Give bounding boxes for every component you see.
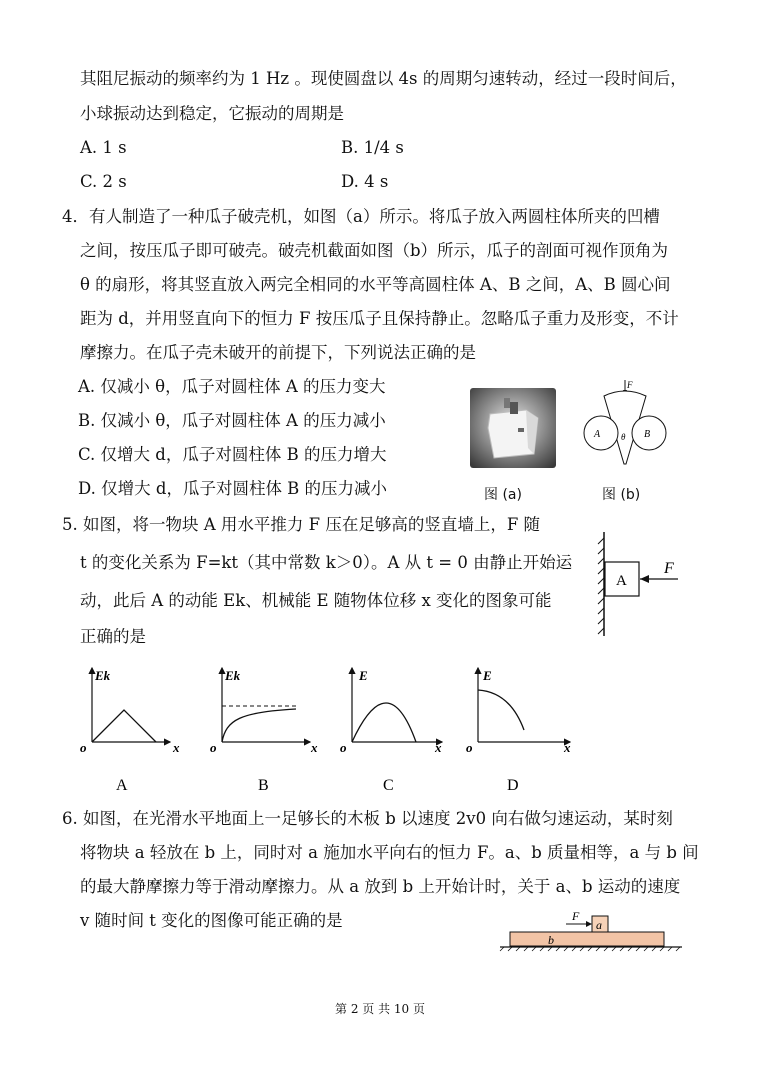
graph-d-ylabel: E xyxy=(483,668,492,683)
graph-b-xlabel: x xyxy=(311,740,318,755)
graph-d-xlabel: x xyxy=(564,740,571,755)
q6-force-label: F xyxy=(572,909,580,923)
q5-text-line2: t 的变化关系为 F=kt（其中常数 k＞0）。A 从 t = 0 由静止开始运 xyxy=(80,553,573,572)
q6-text-line3: 的最大静摩擦力等于滑动摩擦力。从 a 放到 b 上开始计时，关于 a、b 运动的速度 xyxy=(80,877,681,896)
q3-option-d: D. 4 s xyxy=(341,172,389,191)
q4-text-line5: 摩擦力。在瓜子壳未破开的前提下，下列说法正确的是 xyxy=(80,343,476,362)
graph-c-ylabel: E xyxy=(359,668,368,683)
q6-text-line1: 6. 如图，在光滑水平地面上一足够长的木板 b 以速度 2v0 向右做匀速运动，某时刻 xyxy=(62,809,673,828)
block-a-label: A xyxy=(616,573,627,589)
board-block-figure xyxy=(498,906,684,952)
q4-text-line4: 距为 d，并用竖直向下的恒力 F 按压瓜子且保持静止。忽略瓜子重力及形变，不计 xyxy=(80,309,679,328)
seed-cracker-cross-section xyxy=(580,378,670,473)
board-b xyxy=(510,932,664,946)
fig-a-caption: 图 (a) xyxy=(484,487,522,503)
q4-option-b: B. 仅减小 θ，瓜子对圆柱体 A 的压力减小 xyxy=(78,411,386,430)
graph-c-caption: C xyxy=(383,777,394,794)
q6-block-label: a xyxy=(596,918,602,932)
graph-d-caption: D xyxy=(507,777,519,794)
graph-a xyxy=(80,668,180,794)
q6-board-label: b xyxy=(548,933,554,947)
q5-graphs xyxy=(70,660,590,800)
q4-option-c: C. 仅增大 d，瓜子对圆柱体 B 的压力增大 xyxy=(78,445,387,464)
q4-option-a: A. 仅减小 θ，瓜子对圆柱体 A 的压力变大 xyxy=(78,377,386,396)
q4-option-d: D. 仅增大 d，瓜子对圆柱体 B 的压力减小 xyxy=(78,479,388,498)
q3-option-a: A. 1 s xyxy=(80,138,127,157)
q5-text-line3: 动，此后 A 的动能 Ek、机械能 E 随物体位移 x 变化的图象可能 xyxy=(80,591,552,610)
fig-b-theta: θ xyxy=(621,432,626,442)
graph-a-origin: o xyxy=(80,740,87,755)
graph-d xyxy=(466,668,571,794)
seed-cracker-photo xyxy=(470,388,556,468)
graph-d-origin: o xyxy=(466,740,473,755)
q3-option-b: B. 1/4 s xyxy=(341,138,404,157)
wall-block-figure xyxy=(596,530,696,638)
q4-text-line3: θ 的扇形，将其竖直放入两完全相同的水平等高圆柱体 A、B 之间，A、B 圆心间 xyxy=(80,275,671,294)
graph-c xyxy=(340,668,442,794)
q3-text-line1: 其阻尼振动的频率约为 1 Hz 。现使圆盘以 4s 的周期匀速转动，经过一段时间后， xyxy=(80,69,687,88)
q3-text-line2: 小球振动达到稳定，它振动的周期是 xyxy=(80,104,344,123)
q6-text-line4: v 随时间 t 变化的图像可能正确的是 xyxy=(80,911,343,930)
q4-text-line1: 4．有人制造了一种瓜子破壳机，如图（a）所示。将瓜子放入两圆柱体所夹的凹槽 xyxy=(62,207,660,226)
graph-c-origin: o xyxy=(340,740,347,755)
graph-b-caption: B xyxy=(258,777,269,794)
q5-text-line4: 正确的是 xyxy=(80,627,146,646)
q6-text-line2: 将物块 a 轻放在 b 上，同时对 a 施加水平向右的恒力 F。a、b 质量相等，a 与 b 间 xyxy=(80,843,699,862)
q5-text-line1: 5. 如图，将一物块 A 用水平推力 F 压在足够高的竖直墙上，F 随 xyxy=(62,515,541,534)
q4-text-line2: 之间，按压瓜子即可破壳。破壳机截面如图（b）所示，瓜子的剖面可视作顶角为 xyxy=(80,241,669,260)
q3-option-c: C. 2 s xyxy=(80,172,127,191)
graph-b-origin: o xyxy=(210,740,217,755)
graph-c-xlabel: x xyxy=(435,740,442,755)
graph-a-caption: A xyxy=(116,777,128,794)
fig-b-force-label: F xyxy=(627,380,633,390)
page-footer: 第 2 页 共 10 页 xyxy=(335,1002,425,1016)
graph-a-ylabel: Ek xyxy=(95,668,111,683)
graph-b-ylabel: Ek xyxy=(225,668,241,683)
graph-a-xlabel: x xyxy=(173,740,180,755)
fig-b-label-a: A xyxy=(594,429,601,440)
fig-b-caption: 图 (b) xyxy=(602,487,641,503)
graph-b xyxy=(210,668,318,794)
fig-b-label-b: B xyxy=(644,429,651,440)
force-f-label: F xyxy=(664,560,674,577)
